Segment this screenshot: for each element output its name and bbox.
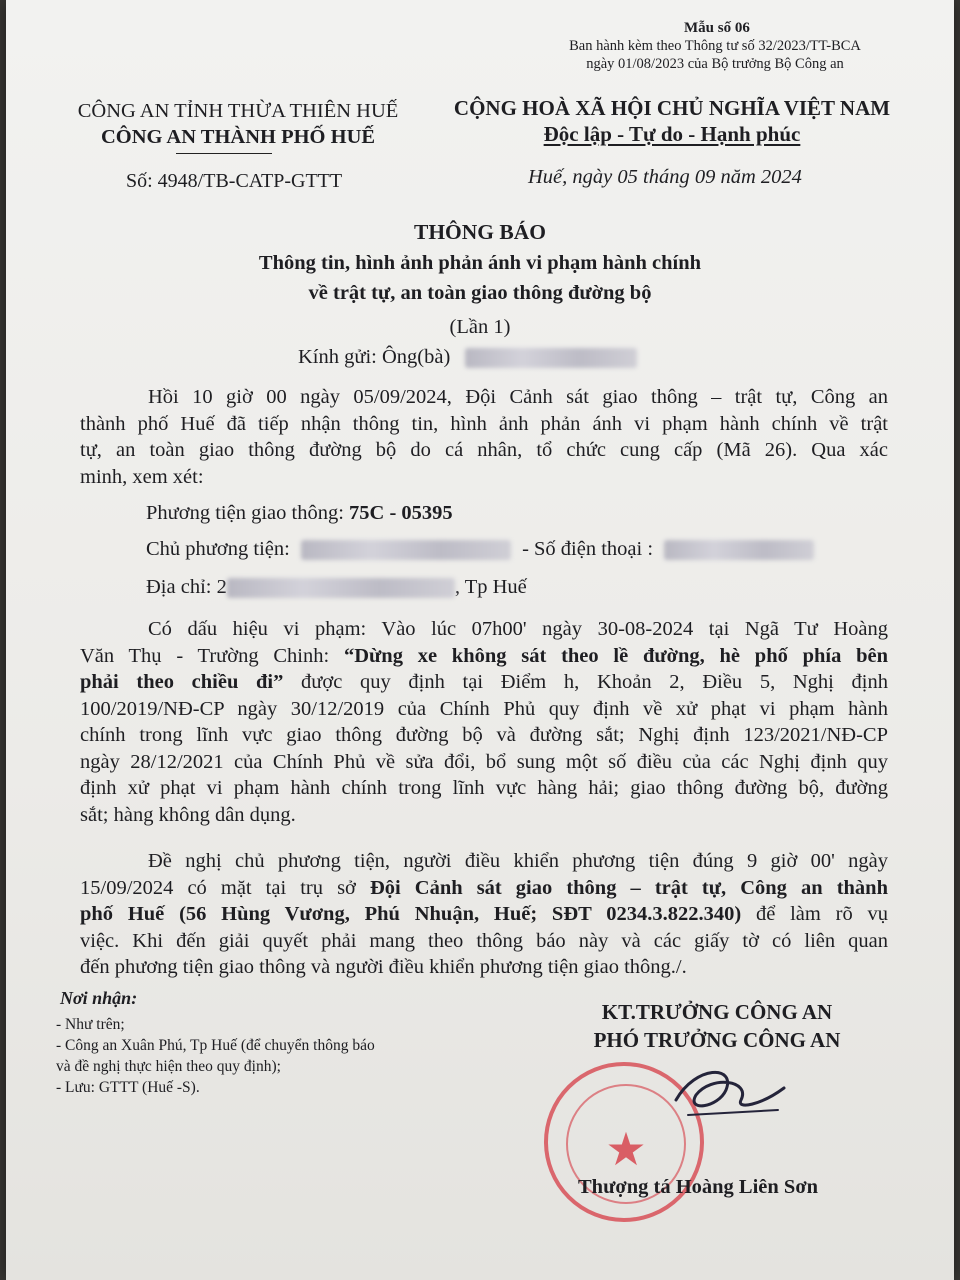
agency-name: CÔNG AN THÀNH PHỐ HUẾ — [100, 126, 376, 148]
violation-line: 100/2019/NĐ-CP ngày 30/12/2019 của Chính Phủ quy định về xử phạt vi phạm hành — [80, 697, 888, 720]
intro-line: tự, an toàn giao thông đường bộ do cá nhân, tổ chức cung cấp (Mã 26). Qua xác — [80, 439, 888, 461]
recipient-item: và đề nghị thực hiện theo quy định); — [56, 1058, 281, 1075]
form-issued-line-2: ngày 01/08/2023 của Bộ trưởng Bộ Công an — [586, 56, 844, 72]
recipient-item: - Công an Xuân Phú, Tp Huế (để chuyển thông báo — [56, 1037, 375, 1054]
intro-paragraph — [80, 384, 888, 490]
request-date: 15/09/2024 có mặt tại trụ sở — [80, 876, 370, 899]
redacted-address — [227, 578, 455, 598]
request-line: đến phương tiện giao thông và người điều khiển phương tiện giao thông./. — [80, 956, 687, 978]
intro-line: thành phố Huế đã tiếp nhận thông tin, hình ảnh phản ánh vi phạm hành chính về trật — [80, 412, 888, 435]
request-office: Đội Cảnh sát giao thông – trật tự, Công an thành — [369, 876, 888, 899]
recipients-list — [56, 1014, 375, 1098]
place-date: Huế, ngày 05 tháng 09 năm 2024 — [528, 166, 802, 188]
signer-title-1: KT.TRƯỞNG CÔNG AN — [601, 1000, 833, 1024]
document-page — [6, 0, 954, 1280]
violation-paragraph — [80, 616, 888, 828]
violation-location: Văn Thụ - Trường Chinh: — [80, 644, 344, 667]
form-number: Mẫu số 06 — [684, 20, 750, 36]
document-subtitle-2: về trật tự, an toàn giao thông đường bộ — [308, 282, 652, 304]
recipients-title: Nơi nhận: — [60, 988, 138, 1008]
recipient-item: - Lưu: GTTT (Huế -S). — [56, 1079, 200, 1096]
violation-description: “Dừng xe không sát theo lề đường, hè phố phía bên — [343, 644, 888, 667]
handwritten-signature — [666, 1060, 796, 1130]
violation-line: ngày 28/12/2021 của Chính Phủ về sửa đổi, bổ sung một số điều của các Nghị định quy — [80, 750, 888, 773]
redacted-owner-name — [301, 540, 511, 560]
request-line: Đề nghị chủ phương tiện, người điều khiển phương tiện đúng 9 giờ 00' ngày — [148, 850, 888, 872]
intro-line: Hồi 10 giờ 00 ngày 05/09/2024, Đội Cảnh sát giao thông – trật tự, Công an — [148, 386, 888, 408]
document-title: THÔNG BÁO — [413, 220, 546, 244]
request-office-address: phố Huế (56 Hùng Vương, Phú Nhuận, Huế; SĐT 0234.3.822.340) — [80, 903, 742, 925]
violation-line — [80, 669, 888, 696]
star-icon: ★ — [605, 1124, 647, 1175]
signer-name: Thượng tá Hoàng Liên Sơn — [578, 1176, 819, 1198]
owner-row — [146, 538, 814, 561]
signer-title-2: PHÓ TRƯỞNG CÔNG AN — [593, 1028, 841, 1052]
address-row — [146, 576, 527, 599]
request-line — [80, 875, 888, 902]
vehicle-plate: 75C - 05395 — [349, 502, 453, 524]
violation-line: sắt; hàng không dân dụng. — [80, 803, 296, 826]
request-paragraph — [80, 848, 888, 981]
violation-line: định xử phạt vi phạm hành chính trong lĩnh vực hàng hải; giao thông đường bộ, đường — [80, 777, 888, 799]
intro-line: minh, xem xét: — [80, 465, 204, 488]
violation-line: chính trong lĩnh vực giao thông đường bộ và đường sắt; Nghị định 123/2021/NĐ-CP — [80, 724, 888, 746]
request-line: việc. Khi đến giải quyết phải mang theo thông báo này và các giấy tờ có liên quan — [80, 929, 888, 952]
address-city: , Tp Huế — [454, 576, 527, 598]
attempt-number: (Lần 1) — [449, 316, 511, 338]
request-purpose: để làm rõ vụ — [741, 903, 888, 925]
vehicle-label: Phương tiện giao thông: — [146, 502, 344, 524]
form-issued-line-1: Ban hành kèm theo Thông tư số 32/2023/TT-BCA — [569, 38, 861, 54]
greeting — [298, 346, 637, 369]
violation-legal-basis: được quy định tại Điểm h, Khoản 2, Điều 5, Nghị định — [283, 671, 888, 693]
phone-label: - Số điện thoại : — [522, 538, 654, 560]
agency-underline — [176, 153, 272, 154]
violation-line: Có dấu hiệu vi phạm: Vào lúc 07h00' ngày 30-08-2024 tại Ngã Tư Hoàng — [148, 618, 888, 640]
republic-name: CỘNG HOÀ XÃ HỘI CHỦ NGHĨA VIỆT NAM — [453, 96, 891, 120]
national-motto: Độc lập - Tự do - Hạnh phúc — [543, 122, 801, 146]
redacted-recipient-name — [465, 348, 637, 368]
agency-parent: CÔNG AN TỈNH THỪA THIÊN HUẾ — [77, 100, 399, 122]
greeting-label: Kính gửi: Ông(bà) — [298, 346, 451, 368]
address-label: Địa chỉ: 2 — [146, 576, 227, 598]
violation-line — [80, 643, 888, 670]
violation-description-end: phải theo chiều đi” — [80, 671, 284, 693]
vehicle-row — [146, 502, 453, 525]
document-subtitle-1: Thông tin, hình ảnh phản ánh vi phạm hành chính — [258, 252, 702, 274]
request-line — [80, 901, 888, 928]
recipient-item: - Như trên; — [56, 1016, 125, 1033]
document-number: Số: 4948/TB-CATP-GTTT — [126, 170, 343, 192]
redacted-phone-number — [664, 540, 814, 560]
owner-label: Chủ phương tiện: — [146, 538, 290, 560]
